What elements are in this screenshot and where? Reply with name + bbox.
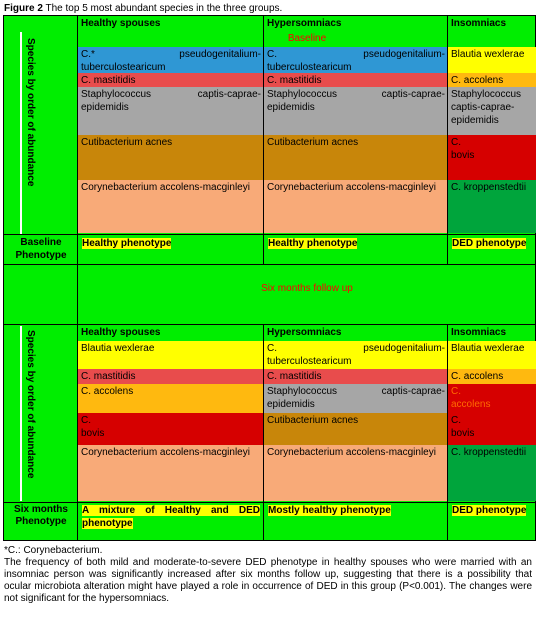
species-text: C. accolens — [451, 386, 491, 410]
followup-insom-species-4 — [448, 413, 536, 445]
baseline-healthy-species-1 — [78, 47, 264, 73]
species-text: Corynebacterium accolens-macginleyi — [81, 447, 250, 458]
followup-hyper-species-4: Cutibacterium acnes — [264, 413, 448, 445]
baseline-healthy-species-3 — [78, 87, 264, 135]
abundance-table — [3, 15, 536, 541]
followup-hyper-species-5 — [264, 445, 448, 501]
species-text: Blautia wexlerae — [451, 343, 525, 354]
species-text: C. pseudogenitalium-tuberculostearicum — [267, 49, 445, 73]
baseline-insom-species-1 — [448, 47, 536, 73]
followup-hyper-species-1 — [264, 341, 448, 369]
species-text: Corynebacterium accolens-macginleyi — [267, 447, 436, 458]
followup-insom-species-1 — [448, 341, 536, 369]
phenotype-text: DED phenotype — [452, 238, 527, 249]
baseline-hyper-species-4: Cutibacterium acnes — [264, 135, 448, 180]
species-text: Corynebacterium accolens-macginleyi — [81, 182, 250, 193]
grid-line — [4, 324, 535, 325]
baseline-insom-species-4 — [448, 135, 536, 180]
baseline-insom-species-2: C. accolens — [448, 73, 536, 87]
followup-healthy-species-1: Blautia wexlerae — [78, 341, 264, 369]
baseline-hyper-species-5 — [264, 180, 448, 233]
followup-label: Six months follow up — [261, 283, 353, 294]
baseline-healthy-species-2: C. mastitidis — [78, 73, 264, 87]
footnote-text: The frequency of both mild and moderate-to-severe DED phenotype in healthy spouses who were married with an insomniac person was significantly increased after six months follow up, suggesting that there is a possibility that ocular microbiota alteration might have played a role in occurrence of DED in this group (P<0.001). The changes were not significant for the hypersomniacs. — [4, 557, 532, 604]
col-header-hypersomniacs: Hypersomniacs — [267, 18, 342, 29]
species-text: C. pseudogenitalium-tuberculostearicum — [267, 343, 445, 367]
side-label-baseline: Species by order of abundance — [25, 38, 36, 187]
followup-hyper-species-2: C. mastitidis — [264, 369, 448, 384]
followup-insom-phenotype — [452, 504, 526, 517]
figure-caption-text: The top 5 most abundant species in the three groups. — [42, 3, 283, 14]
followup-insom-species-5 — [448, 445, 536, 501]
baseline-insom-species-5 — [448, 180, 536, 233]
grid-line — [4, 502, 535, 503]
followup-healthy-species-3: C. accolens — [78, 384, 264, 413]
baseline-label: Baseline — [287, 33, 327, 44]
col-header-healthy-spouses-followup: Healthy spouses — [81, 327, 161, 338]
species-text: C. bovis — [451, 415, 475, 439]
species-text: C. bovis — [81, 415, 105, 439]
phenotype-text: DED phenotype — [452, 505, 527, 516]
phenotype-text: Healthy phenotype — [82, 238, 172, 249]
grid-line — [4, 234, 535, 235]
followup-hyper-phenotype — [268, 504, 391, 517]
grid-line — [263, 16, 264, 264]
baseline-hyper-species-2: C. mastitidis — [264, 73, 448, 87]
species-text: Corynebacterium accolens-macginleyi — [267, 182, 436, 193]
footnote-abbreviation: *C.: Corynebacterium. — [4, 545, 103, 556]
grid-line — [447, 324, 448, 541]
col-header-hypersomniacs-followup: Hypersomniacs — [267, 327, 342, 338]
phenotype-text: Healthy phenotype — [268, 238, 358, 249]
figure-label: Figure 2 — [4, 3, 43, 14]
baseline-insom-phenotype — [452, 237, 526, 250]
species-text: C. kroppenstedtii — [451, 447, 527, 458]
side-label-followup: Species by order of abundance — [25, 330, 36, 479]
side-bar — [20, 326, 22, 501]
followup-insom-species-3 — [448, 384, 536, 413]
baseline-hyper-species-3 — [264, 87, 448, 135]
species-text: Staphylococcus captis-caprae-epidemidis — [81, 89, 261, 113]
phenotype-text: Mostly healthy phenotype — [268, 505, 391, 516]
species-text: C.* pseudogenitalium-tuberculostearicum — [81, 49, 261, 73]
side-bar — [20, 32, 22, 234]
col-header-insomniacs: Insomniacs — [451, 18, 507, 29]
grid-line — [77, 16, 78, 541]
followup-healthy-species-5 — [78, 445, 264, 501]
followup-phenotype-label: Six months Phenotype — [14, 504, 68, 527]
figure-caption — [4, 3, 282, 15]
species-text: C. kroppenstedtii — [451, 182, 527, 193]
footnote — [4, 545, 532, 605]
grid-line — [263, 324, 264, 541]
species-text: Staphylococcus captis-caprae-epidemidis — [267, 89, 445, 113]
baseline-healthy-species-4: Cutibacterium acnes — [78, 135, 264, 180]
baseline-insom-species-3 — [448, 87, 536, 135]
baseline-hyper-species-1 — [264, 47, 448, 73]
followup-insom-species-2: C. accolens — [448, 369, 536, 384]
col-header-insomniacs-followup: Insomniacs — [451, 327, 507, 338]
species-text: C. bovis — [451, 137, 475, 161]
followup-healthy-species-2: C. mastitidis — [78, 369, 264, 384]
species-text: Staphylococcus captis-caprae-epidemidis — [451, 89, 522, 126]
baseline-healthy-phenotype — [82, 237, 171, 250]
followup-healthy-phenotype — [82, 504, 260, 530]
baseline-phenotype-label: Baseline Phenotype — [15, 237, 67, 261]
baseline-hyper-phenotype — [268, 237, 357, 250]
grid-line — [4, 264, 535, 265]
species-text: Blautia wexlerae — [451, 49, 525, 60]
col-header-healthy-spouses: Healthy spouses — [81, 18, 161, 29]
species-text: Staphylococcus captis-caprae-epidemidis — [267, 386, 445, 410]
followup-hyper-species-3 — [264, 384, 448, 413]
baseline-healthy-species-5 — [78, 180, 264, 233]
followup-healthy-species-4 — [78, 413, 264, 445]
grid-line — [447, 16, 448, 264]
phenotype-text: A mixture of Healthy and DED phenotype — [82, 505, 260, 529]
